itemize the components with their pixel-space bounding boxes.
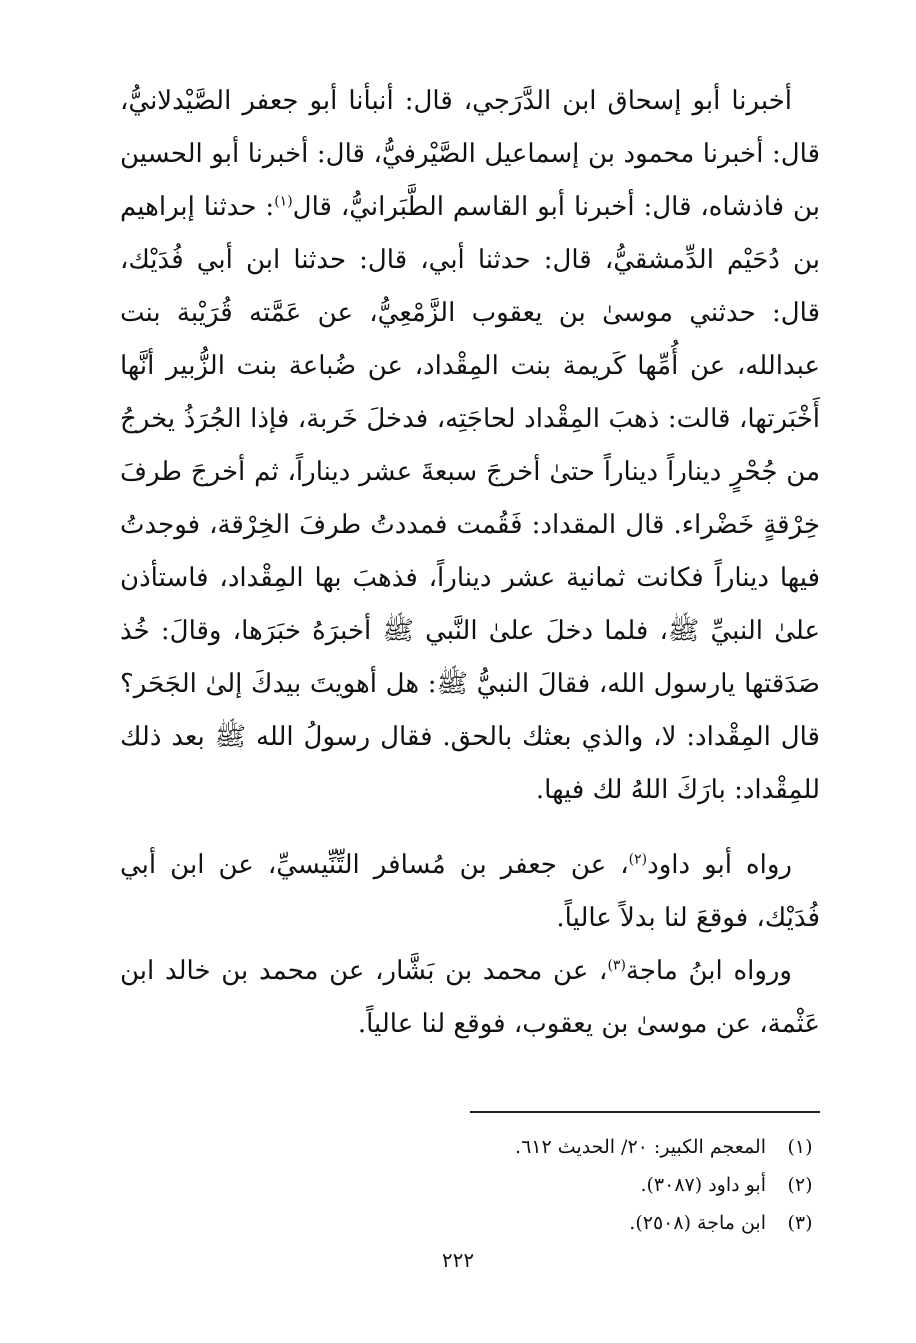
page-number: ٢٢٢ [441, 1248, 475, 1272]
footnote-text: ابن ماجة (٢٥٠٨). [629, 1212, 766, 1234]
footnote-number: (٢) [787, 1174, 813, 1196]
footnote-marker: (٢) [628, 851, 648, 868]
paragraph-text-continued: ، عن جعفر بن مُسافر التِّنِّيسيِّ، عن ابن أبي فُدَيْك، فوقعَ لنا بدلاً عالياً. [120, 850, 820, 933]
paragraph-text: أخبرنا أبو إسحاق ابن الدَّرَجي، قال: أنبأنا أبو جعفر الصَّيْدلانيُّ، قال: أخبرنا محمود بن إسماعيل الصَّيْرفيُّ، قال: أخبرنا أبو الحسين بن فاذشاه، قال: أخبرنا أبو القاسم الطَّبَرانيُّ، قال [120, 86, 820, 222]
footnote-item [120, 1204, 820, 1242]
narration-paragraph-ibn-majah [120, 945, 820, 1051]
paragraph-text: ورواه ابنُ ماجة [625, 956, 792, 986]
footnote-text: أبو داود (٣٠٨٧). [640, 1174, 766, 1196]
footnote-text: المعجم الكبير: ٢٠/ الحديث ٦١٢. [515, 1136, 766, 1158]
footnote-number: (١) [787, 1136, 813, 1158]
footnote-number: (٣) [787, 1212, 813, 1234]
paragraph-text-continued: ، عن محمد بن بَشَّار، عن محمد بن خالد ابن عَثْمة، عن موسىٰ بن يعقوب، فوقع لنا عالياً. [120, 956, 820, 1039]
footnote-item [120, 1166, 820, 1204]
hadith-paragraph [120, 75, 820, 817]
paragraph-text: رواه أبو داود [647, 850, 792, 880]
narration-paragraph-abu-dawud [120, 839, 820, 945]
footnote-marker: (٣) [607, 957, 626, 974]
footnote-divider [470, 1111, 820, 1113]
footnote-item [120, 1128, 820, 1166]
footnotes-section [120, 1128, 820, 1242]
main-text-body [120, 75, 820, 1051]
paragraph-text-continued: : حدثنا إبراهيم بن دُحَيْم الدِّمشقيُّ، قال: حدثنا أبي، قال: حدثنا ابن أبي فُدَيْك، قال: حدثني موسىٰ بن يعقوب الزَّمْعِيُّ، عن عَمَّته قُرَيْبة بنت عبدالله، عن أُمِّها كَريمة بنت المِقْداد، عن ضُباعة بنت الزُّبير أنَّها أَخْبَرتها، قالت: ذهبَ المِقْداد لحاجَتِه، فدخلَ خَربة، فإذا الجُرَذُ يخرجُ من جُحْرٍ ديناراً ديناراً حتىٰ أخرجَ سبعةَ عشر ديناراً، ثم أخرجَ طرفَ خِرْقةٍ خَضْراء. قال المقداد: فَقُمت فمددتُ طرفَ الخِرْقة، فوجدتُ فيها ديناراً فكانت ثمانية عشر ديناراً، فذهبَ بها المِقْداد، فاستأذن علىٰ النبيِّ ﷺ، فلما دخلَ علىٰ النَّبي ﷺ أخبرَهُ خبَرَها، وقالَ: خُذ صَدَقتها يارسول الله، فقالَ النبيُّ ﷺ: هل أهويتَ بيدكَ إلىٰ الجَحَر؟ قال المِقْداد: لا، والذي بعثك بالحق. فقال رسولُ الله ﷺ بعد ذلك للمِقْداد: بارَكَ اللهُ لك فيها. [120, 192, 820, 805]
footnote-marker: (١) [274, 193, 293, 210]
